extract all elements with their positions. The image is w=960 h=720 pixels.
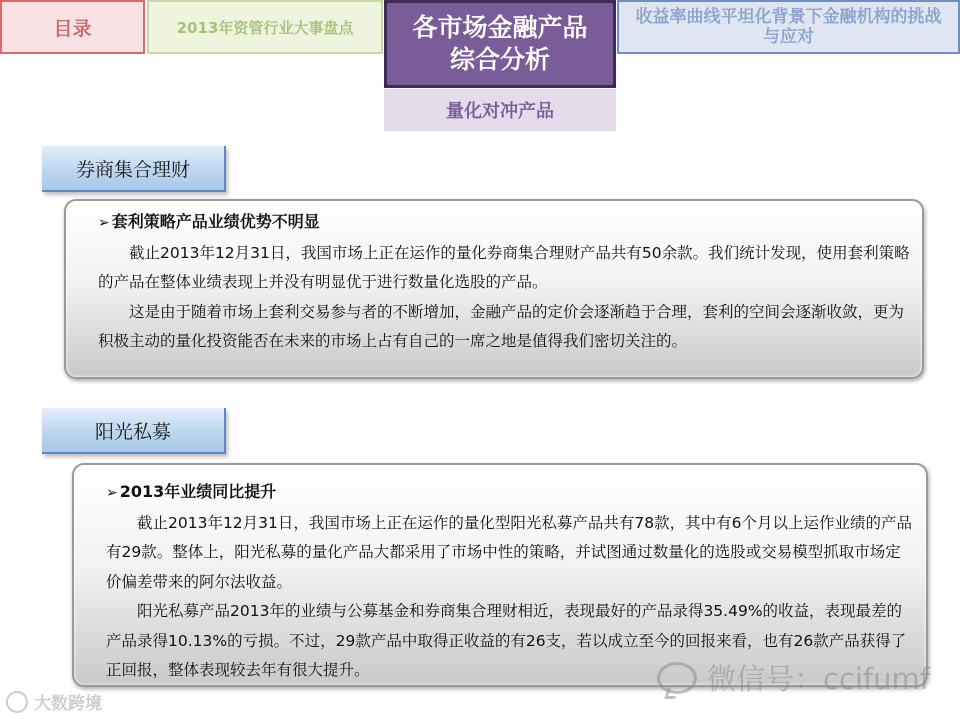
subtab-label: 量化对冲产品	[446, 101, 554, 122]
paragraph: 截止2013年12月31日，我国市场上正在运作的量化券商集合理财产品共有50余款。我们统计发现，使用套利策略的产品在整体业绩表现上并没有明显优于进行数量化选股的产品。	[98, 243, 910, 291]
brand-name: 大数跨境	[34, 694, 102, 714]
section-header-label: 阳光私募	[94, 420, 171, 443]
tab-market-products-analysis[interactable]	[384, 0, 616, 88]
tab-label: 2013年资管行业大事盘点	[176, 18, 354, 37]
point-title-text: 套利策略产品业绩优势不明显	[111, 212, 320, 231]
wechat-icon	[657, 662, 697, 694]
brand-watermark	[6, 689, 102, 714]
arrow-bullet-icon: ➢	[106, 485, 118, 501]
section-header-label: 券商集合理财	[75, 158, 190, 181]
tab-label-line2: 综合分析	[449, 45, 550, 74]
tab-yield-curve-challenges[interactable]	[617, 0, 960, 54]
tab-label: 收益率曲线平坦化背景下金融机构的挑战与应对	[635, 7, 942, 47]
paragraph: 截止2013年12月31日，我国市场上正在运作的量化型阳光私募产品共有78款，其中有6个月以上运作业绩的产品有29款。整体上，阳光私募的量化产品大都采用了市场中性的策略，并试图通过数量化的选股或交易模型抓取市场定价偏差带来的阿尔法收益。	[106, 513, 912, 591]
point-title-text: 2013年业绩同比提升	[119, 482, 277, 501]
content-box-private-fund	[72, 463, 928, 687]
arrow-bullet-icon: ➢	[98, 215, 110, 231]
tab-industry-events[interactable]	[147, 0, 383, 54]
wechat-watermark	[657, 657, 930, 698]
tab-label-line1: 各市场金融产品	[412, 13, 588, 42]
subtab-quant-hedge[interactable]	[384, 89, 616, 131]
paragraph: 这是由于随着市场上套利交易参与者的不断增加，金融产品的定价会逐渐趋于合理，套利的空间会逐渐收敛，更为积极主动的量化投资能否在未来的市场上占有自己的一席之地是值得我们密切关注的。	[98, 302, 905, 350]
brand-logo-icon	[6, 691, 28, 713]
content-box-broker	[64, 199, 924, 379]
tab-table-of-contents[interactable]	[0, 0, 145, 54]
section-header-broker	[42, 146, 226, 192]
tab-label: 目录	[53, 17, 92, 40]
wechat-id: 微信号：ccifumf	[707, 662, 930, 696]
point-title	[106, 477, 916, 509]
section-header-private-fund	[42, 408, 226, 454]
point-title	[98, 207, 912, 239]
paragraph: 阳光私募产品2013年的业绩与公募基金和券商集合理财相近，表现最好的产品录得35.49%的收益，表现最差的产品录得10.13%的亏损。不过，29款产品中取得正收益的有26支，若以成立至今的回报来看，也有26款产品获得了正回报，整体表现较去年有很大提升。	[106, 602, 907, 679]
